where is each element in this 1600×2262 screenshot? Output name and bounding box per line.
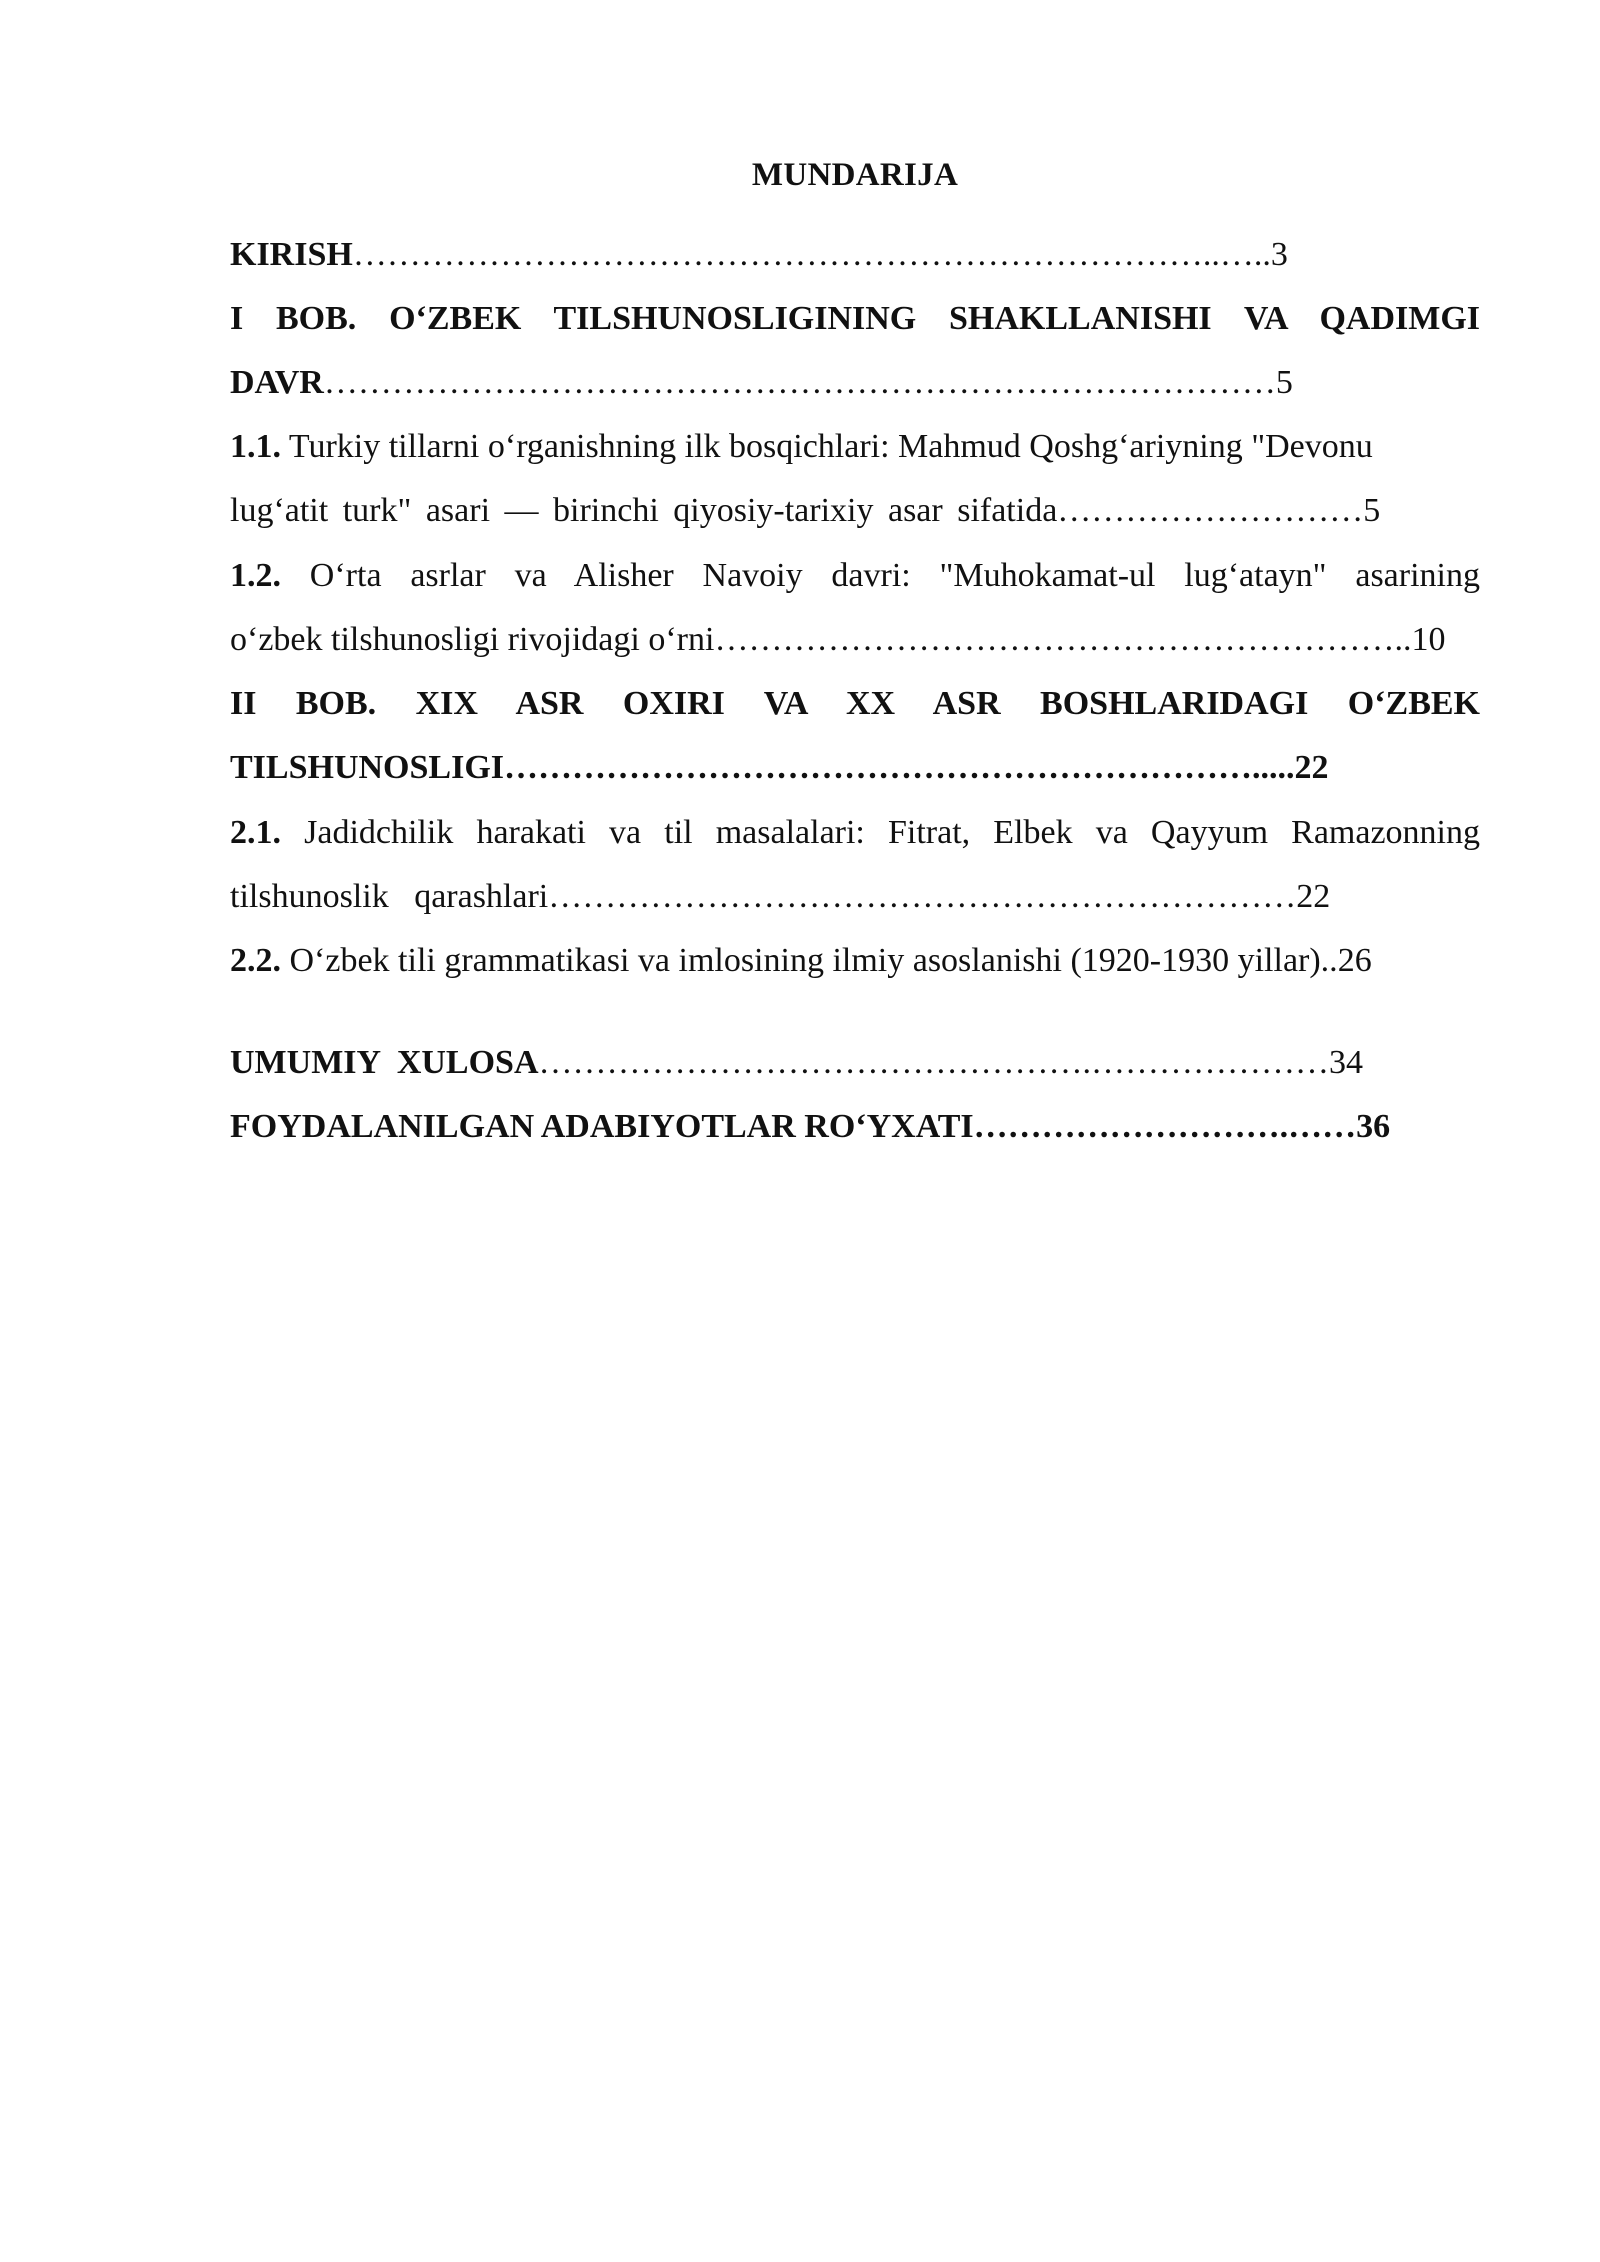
dot-leader: ………………………………………………………………………… (323, 364, 1276, 401)
toc-entry-bob1-line2[interactable] (230, 360, 1293, 406)
page-title: MUNDARIJA (751, 157, 959, 193)
toc-entry-label: o‘zbek tilshunosligi rivojidagi o‘rni (230, 621, 715, 658)
toc-entry-1-2-line2[interactable] (230, 617, 1445, 663)
section-number: 2.1. (230, 814, 281, 851)
dot-leader: …………………………………………………….. (714, 621, 1412, 658)
toc-entry-label: I BOB. O‘ZBEK TILSHUNOSLIGINING SHAKLLANISHI VA QADIMGI (230, 300, 1480, 337)
toc-entry-label: Jadidchilik harakati va til masalalari: Fitrat, Elbek va Qayyum Ramazonning (281, 814, 1480, 851)
toc-entry-adabiyotlar[interactable] (230, 1104, 1390, 1150)
toc-entry-label: TILSHUNOSLIGI (230, 749, 504, 786)
page-number: 22 (1294, 749, 1329, 786)
toc-entry-bob2-line1[interactable] (230, 681, 1480, 727)
toc-entry-1-1-line2[interactable] (230, 488, 1380, 534)
toc-entry-1-1-line1[interactable] (230, 424, 1373, 470)
toc-entry-kirish[interactable] (230, 232, 1288, 278)
section-number: 1.2. (230, 557, 281, 594)
toc-entry-label: KIRISH (230, 236, 353, 273)
toc-entry-1-2-line1[interactable] (230, 553, 1480, 599)
page-number: 5 (1363, 492, 1381, 529)
toc-entry-label: Turkiy tillarni o‘rganishning ilk bosqichlari: Mahmud Qoshg‘ariyning "Devonu (281, 428, 1373, 465)
dot-leader: …………………………………………………………………..….. (352, 236, 1271, 273)
section-number: 2.2. (230, 942, 281, 979)
toc-entry-label: DAVR (230, 364, 324, 401)
toc-entry-label: II BOB. XIX ASR OXIRI VA XX ASR BOSHLARIDAGI O‘ZBEK (230, 685, 1480, 722)
toc-entry-label: O‘rta asrlar va Alisher Navoiy davri: "Muhokamat-ul lug‘atayn" asarining (281, 557, 1480, 594)
toc-entry-xulosa[interactable] (230, 1040, 1363, 1086)
dot-leader: ……………………….…… (973, 1108, 1357, 1145)
toc-entry-2-2[interactable] (230, 938, 1372, 984)
dot-leader: ……………………… (1057, 492, 1364, 529)
page-number: 34 (1329, 1044, 1364, 1081)
toc-entry-2-1-line1[interactable] (230, 810, 1480, 856)
page-number: 5 (1275, 364, 1293, 401)
dot-leader: ………………………………………….………………… (538, 1044, 1330, 1081)
dot-leader: ………………………………………………………… (548, 878, 1297, 915)
toc-entry-bob2-line2[interactable] (230, 745, 1329, 791)
toc-entry-label: tilshunoslik qarashlari (230, 878, 549, 915)
page-number: 26 (1337, 942, 1372, 979)
page-number: 10 (1411, 621, 1446, 658)
page-number: 3 (1270, 236, 1288, 273)
toc-entry-label: UMUMIY XULOSA (230, 1044, 539, 1081)
section-number: 1.1. (230, 428, 281, 465)
dot-leader: …………………………………………………………..... (504, 749, 1295, 786)
toc-entry-bob1-line1[interactable] (230, 296, 1480, 342)
page-number: 36 (1356, 1108, 1391, 1145)
toc-entry-label: FOYDALANILGAN ADABIYOTLAR RO‘YXATI (230, 1108, 974, 1145)
toc-entry-label: lug‘atit turk" asari — birinchi qiyosiy-tarixiy asar sifatida (230, 492, 1058, 529)
toc-entry-label: O‘zbek tili grammatikasi va imlosining ilmiy asoslanishi (1920-1930 yillar).. (281, 942, 1338, 979)
toc-entry-2-1-line2[interactable] (230, 874, 1330, 920)
page-number: 22 (1296, 878, 1331, 915)
